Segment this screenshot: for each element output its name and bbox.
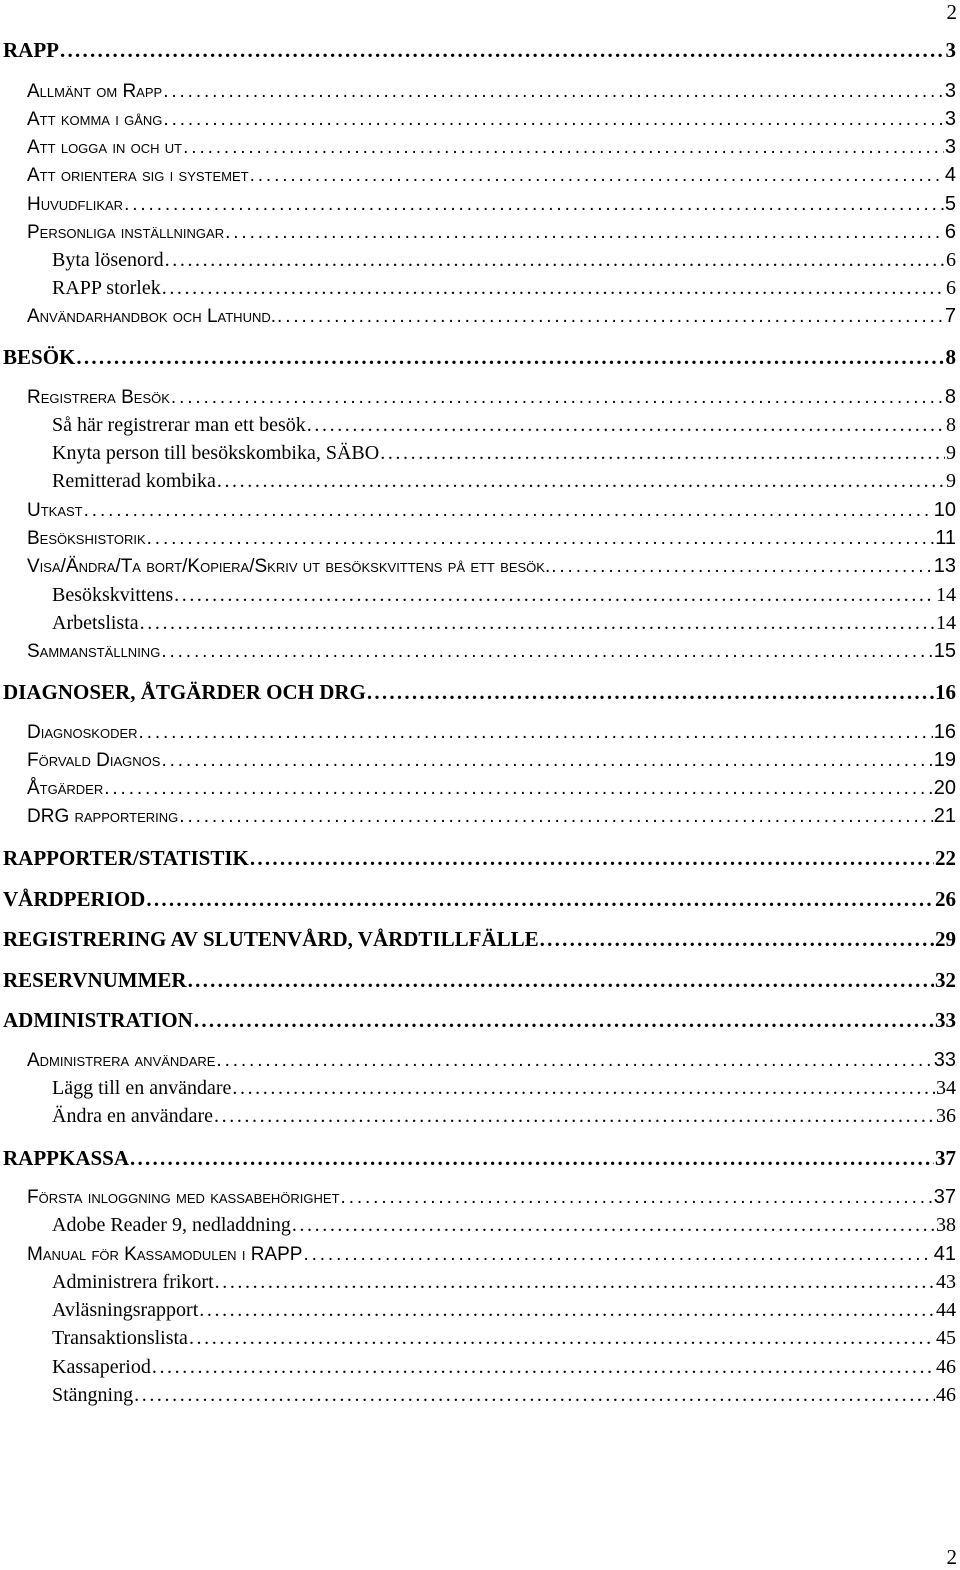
toc-entry-title: Registrera Besök	[27, 387, 170, 408]
toc-entry-page: 19	[933, 749, 956, 771]
toc-entry-page: 14	[936, 612, 956, 634]
toc-entry[interactable]	[0, 277, 956, 300]
toc-entry-page: 8	[944, 386, 956, 408]
dot-leader	[146, 887, 934, 912]
toc-entry-title: Byta lösenord	[52, 249, 164, 271]
toc-entry[interactable]	[0, 640, 956, 663]
toc-entry-page: 6	[944, 221, 956, 243]
toc-entry-title: Administrera frikort	[52, 1271, 214, 1293]
toc-entry[interactable]	[0, 1008, 956, 1033]
toc-entry-title: Avläsningsrapport	[52, 1299, 199, 1321]
toc-entry-page: 16	[935, 680, 956, 704]
toc-entry-title: DRG rapportering	[27, 806, 179, 827]
dot-leader	[130, 1146, 934, 1171]
toc-entry-title: Huvudflikar	[27, 194, 124, 215]
toc-entry-title: Så här registrerar man ett besök	[52, 414, 306, 436]
toc-entry-title: Åtgärder	[27, 778, 104, 799]
toc-entry[interactable]	[0, 1105, 956, 1128]
toc-entry[interactable]	[0, 499, 956, 522]
toc-entry-page: 46	[936, 1356, 956, 1378]
toc-entry-page: 6	[946, 249, 956, 271]
toc-entry-title: Knyta person till besökskombika, SÄBO	[52, 442, 380, 464]
toc-entry-title: Att logga in och ut	[27, 137, 183, 158]
toc-entry-page: 46	[936, 1384, 956, 1406]
toc-entry-title: Arbetslista	[52, 612, 139, 634]
toc-entry[interactable]	[0, 777, 956, 800]
dot-leader	[216, 1050, 932, 1072]
toc-entry-page: 43	[936, 1271, 956, 1293]
toc-entry[interactable]	[0, 38, 956, 63]
toc-entry-page: 7	[944, 305, 956, 327]
dot-leader	[60, 38, 945, 63]
dot-leader	[199, 1299, 935, 1322]
toc-entry-title: Utkast	[27, 500, 83, 521]
toc-entry-page: 45	[936, 1327, 956, 1349]
toc-entry-title: Transaktionslista	[52, 1327, 188, 1349]
toc-entry-page: 3	[944, 80, 956, 102]
toc-entry[interactable]	[0, 612, 956, 635]
toc-entry[interactable]	[0, 1049, 956, 1072]
dot-leader	[380, 442, 945, 465]
dot-leader	[232, 1077, 935, 1100]
toc-entry-page: 44	[936, 1299, 956, 1321]
toc-entry[interactable]	[0, 1327, 956, 1350]
dot-leader	[140, 612, 935, 635]
toc-entry-page: 20	[933, 777, 956, 799]
toc-entry-page: 3	[944, 108, 956, 130]
toc-entry-page: 41	[933, 1243, 956, 1265]
toc-entry-title: RAPPORTER/STATISTIK	[3, 846, 249, 870]
toc-entry[interactable]	[0, 1077, 956, 1100]
toc-entry-page: 3	[945, 38, 956, 62]
toc-entry-title: RAPPKASSA	[3, 1146, 130, 1170]
dot-leader	[225, 222, 944, 244]
dot-leader	[215, 1271, 935, 1294]
toc-entry-title: Användarhandbok och Lathund.	[27, 306, 277, 327]
dot-leader	[551, 556, 933, 578]
dot-leader	[139, 722, 933, 744]
dot-leader	[214, 1105, 935, 1128]
toc-entry[interactable]	[0, 249, 956, 272]
toc-entry-title: Lägg till en användare	[52, 1077, 232, 1099]
toc-entry[interactable]	[0, 805, 956, 828]
toc-entry[interactable]	[0, 584, 956, 607]
dot-leader	[147, 528, 935, 550]
toc-entry-title: Allmänt om Rapp	[27, 81, 163, 102]
toc-entry-title: Ändra en användare	[52, 1105, 214, 1127]
toc-entry-title: Visa/Ändra/Ta bort/Kopiera/Skriv ut besökskvittens på ett besök.	[27, 556, 551, 577]
toc-entry-page: 3	[944, 136, 956, 158]
toc-entry[interactable]	[0, 386, 956, 409]
toc-entry-page: 8	[946, 414, 956, 436]
toc-entry-title: RAPP storlek	[52, 277, 161, 299]
toc-entry[interactable]	[0, 721, 956, 744]
toc-entry[interactable]	[0, 555, 956, 578]
toc-entry[interactable]	[0, 1146, 956, 1171]
dot-leader	[250, 165, 944, 187]
dot-leader	[76, 345, 944, 370]
dot-leader	[104, 778, 933, 800]
toc-entry[interactable]	[0, 221, 956, 244]
toc-entry-title: Att orientera sig i systemet	[27, 165, 249, 186]
toc-entry[interactable]	[0, 414, 956, 437]
toc-entry[interactable]	[0, 1214, 956, 1237]
toc-entry-title: RAPP	[3, 38, 59, 62]
toc-entry-title: Stängning	[52, 1384, 134, 1406]
dot-leader	[217, 470, 945, 493]
toc-entry[interactable]	[0, 846, 956, 871]
toc-entry-page: 5	[944, 193, 956, 215]
dot-leader	[250, 846, 934, 871]
toc-entry-page: 37	[935, 1146, 956, 1170]
dot-leader	[162, 277, 945, 300]
toc-entry-title: Manual för Kassamodulen i RAPP	[27, 1244, 303, 1265]
toc-entry-page: 14	[936, 584, 956, 606]
toc-entry-page: 8	[945, 345, 956, 369]
toc-entry-page: 38	[936, 1214, 956, 1236]
dot-leader	[183, 137, 944, 159]
dot-leader	[152, 1356, 935, 1379]
dot-leader	[189, 1327, 935, 1350]
toc-entry-title: BESÖK	[3, 345, 76, 369]
toc-entry[interactable]	[0, 136, 956, 159]
toc-entry-title: Adobe Reader 9, nedladdning	[52, 1214, 291, 1236]
toc-entry[interactable]	[0, 442, 956, 465]
dot-leader	[341, 1187, 933, 1209]
toc-entry-page: 29	[935, 927, 956, 951]
toc-entry-title: Diagnoskoder	[27, 722, 138, 743]
toc-entry-title: Kassaperiod	[52, 1356, 151, 1378]
dot-leader	[174, 584, 935, 607]
toc-entry-title: REGISTRERING AV SLUTENVÅRD, VÅRDTILLFÄLLE	[3, 927, 539, 951]
toc-entry-title: ADMINISTRATION	[3, 1008, 193, 1032]
toc-entry-title: Besökshistorik	[27, 528, 146, 549]
toc-entry-page: 32	[935, 968, 956, 992]
toc-entry-page: 15	[933, 640, 956, 662]
toc-entry-title: RESERVNUMMER	[3, 968, 187, 992]
toc-entry[interactable]	[0, 470, 956, 493]
page-number-bottom: 2	[946, 1545, 957, 1569]
toc-entry[interactable]	[0, 1356, 956, 1379]
toc-entry-page: 11	[935, 527, 956, 549]
dot-leader	[163, 109, 943, 131]
dot-leader	[303, 1244, 932, 1266]
toc-entry-page: 4	[944, 164, 956, 186]
dot-leader	[307, 414, 945, 437]
toc-entry-page: 13	[933, 555, 956, 577]
dot-leader	[161, 641, 932, 663]
dot-leader	[277, 306, 944, 328]
toc-entry-title: VÅRDPERIOD	[3, 887, 146, 911]
toc-entry-page: 33	[935, 1008, 956, 1032]
dot-leader	[188, 968, 934, 993]
toc-entry[interactable]	[0, 164, 956, 187]
dot-leader	[540, 927, 934, 952]
toc-entry-title: Remitterad kombika	[52, 470, 216, 492]
dot-leader	[163, 81, 944, 103]
toc-entry-page: 37	[933, 1186, 956, 1208]
toc-entry-title: Sammanställning	[27, 641, 161, 662]
toc-entry[interactable]	[0, 1186, 956, 1209]
toc-entry[interactable]	[0, 749, 956, 772]
toc-entry[interactable]	[0, 108, 956, 131]
toc-entry-title: Första inloggning med kassabehörighet	[27, 1187, 340, 1208]
toc-entry-page: 26	[935, 887, 956, 911]
toc-entry-page: 34	[936, 1077, 956, 1099]
toc-entry-page: 33	[933, 1049, 956, 1071]
toc-entry[interactable]	[0, 193, 956, 216]
toc-entry[interactable]	[0, 527, 956, 550]
toc-entry-title: Att komma i gång	[27, 109, 163, 130]
toc-entry[interactable]	[0, 927, 956, 952]
toc-entry[interactable]	[0, 1299, 956, 1322]
toc-entry-page: 16	[933, 721, 956, 743]
dot-leader	[161, 750, 932, 772]
toc-entry[interactable]	[0, 305, 956, 328]
dot-leader	[367, 680, 934, 705]
toc-entry-page: 9	[946, 442, 956, 464]
dot-leader	[179, 806, 932, 828]
page-number-top: 2	[946, 0, 957, 24]
toc-entry[interactable]	[0, 1384, 956, 1407]
dot-leader	[194, 1008, 934, 1033]
toc-entry[interactable]	[0, 345, 956, 370]
dot-leader	[292, 1214, 935, 1237]
toc-entry[interactable]	[0, 1271, 956, 1294]
toc-entry-title: Personliga inställningar	[27, 222, 225, 243]
toc-entry[interactable]	[0, 968, 956, 993]
toc-entry-title: DIAGNOSER, ÅTGÄRDER OCH DRG	[3, 680, 366, 704]
toc-entry-title: Administrera användare	[27, 1050, 216, 1071]
toc-entry-page: 6	[946, 277, 956, 299]
dot-leader	[84, 500, 933, 522]
toc-entry-title: Besökskvittens	[52, 584, 174, 606]
toc-entry[interactable]	[0, 887, 956, 912]
toc-entry[interactable]	[0, 80, 956, 103]
dot-leader	[124, 194, 944, 216]
toc-entry-title: Förvald Diagnos	[27, 750, 161, 771]
dot-leader	[171, 387, 944, 409]
toc-entry[interactable]	[0, 1243, 956, 1266]
toc-entry-page: 9	[946, 470, 956, 492]
toc-entry-page: 10	[933, 499, 956, 521]
toc-entry[interactable]	[0, 680, 956, 705]
toc-entry-page: 22	[935, 846, 956, 870]
toc-entry-page: 36	[936, 1105, 956, 1127]
dot-leader	[165, 249, 945, 272]
toc-entry-page: 21	[933, 805, 956, 827]
dot-leader	[134, 1384, 935, 1407]
